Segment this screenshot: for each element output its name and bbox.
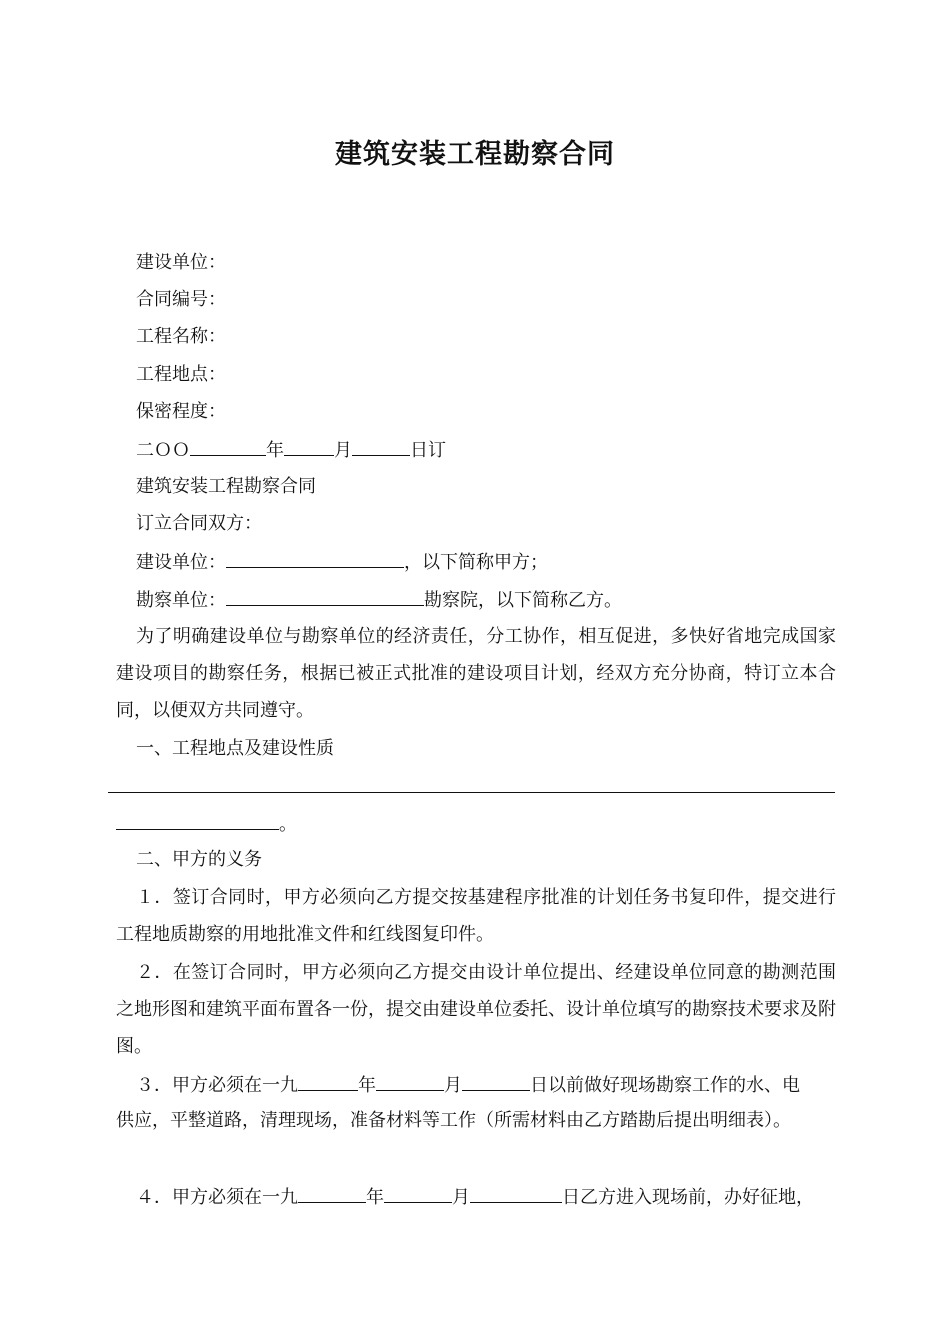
field-project-location: 工程地点： xyxy=(136,364,226,385)
field-contract-no: 合同编号： xyxy=(136,289,226,310)
item4-year-blank xyxy=(298,1183,366,1203)
section2-heading: 二、甲方的义务 xyxy=(136,849,262,870)
item3-prefix: ３．甲方必须在一九 xyxy=(136,1075,298,1096)
party-a-suffix: ，以下简称甲方； xyxy=(404,552,548,573)
section2-item2: ２．在签订合同时，甲方必须向乙方提交由设计单位提出、经建设单位同意的勘测范围之地形图和建筑平面布置各一份，提交由建设单位委托、设计单位填写的勘察技术要求及附图。 xyxy=(116,962,836,1057)
date-prefix: 二ＯＯ xyxy=(136,440,190,461)
item3-day-blank xyxy=(462,1071,530,1091)
party-a-label: 建设单位： xyxy=(136,552,226,573)
item4-month: 月 xyxy=(452,1187,470,1208)
section2-item3-line2: 供应，平整道路，清理现场，准备材料等工作（所需材料由乙方踏勘后提出明细表）。 xyxy=(116,1110,791,1131)
section1-heading: 一、工程地点及建设性质 xyxy=(136,738,334,759)
document-title: 建筑安装工程勘察合同 xyxy=(335,139,615,170)
item3-year-blank xyxy=(298,1071,358,1091)
section2-item4-line1 xyxy=(136,1183,814,1211)
day-blank xyxy=(352,436,410,456)
item4-prefix: ４．甲方必须在一九 xyxy=(136,1187,298,1208)
date-line xyxy=(136,436,446,464)
section2-item3-line1 xyxy=(136,1071,800,1099)
party-b-line xyxy=(136,586,622,614)
item3-tail: 日以前做好现场勘察工作的水、电 xyxy=(530,1075,800,1096)
section1-blank-line2 xyxy=(116,810,297,838)
section2-item1: １．签订合同时，甲方必须向乙方提交按基建程序批准的计划任务书复印件，提交进行工程地质勘察的用地批准文件和红线图复印件。 xyxy=(116,887,836,945)
preamble-paragraph: 为了明确建设单位与勘察单位的经济责任，分工协作，相互促进，多快好省地完成国家建设项目的勘察任务，根据已被正式批准的建设项目计划，经双方充分协商，特订立本合同，以便双方共同遵守。 xyxy=(116,626,836,721)
item4-year: 年 xyxy=(366,1187,384,1208)
item4-month-blank xyxy=(384,1183,452,1203)
date-month: 月 xyxy=(334,440,352,461)
section1-blank xyxy=(116,810,279,830)
parties-heading: 订立合同双方： xyxy=(136,513,262,534)
item3-year: 年 xyxy=(358,1075,376,1096)
field-project-name: 工程名称： xyxy=(136,326,226,347)
field-confidentiality: 保密程度： xyxy=(136,401,226,422)
field-construction-unit: 建设单位： xyxy=(136,252,226,273)
party-b-label: 勘察单位： xyxy=(136,590,226,611)
item3-month: 月 xyxy=(444,1075,462,1096)
date-year: 年 xyxy=(266,440,284,461)
section1-end-mark: 。 xyxy=(279,814,297,835)
year-blank xyxy=(190,436,266,456)
party-a-blank xyxy=(226,548,404,568)
party-b-blank xyxy=(226,586,424,606)
item3-month-blank xyxy=(376,1071,444,1091)
date-day-signed: 日订 xyxy=(410,440,446,461)
subtitle: 建筑安装工程勘察合同 xyxy=(136,476,316,497)
item4-tail: 日乙方进入现场前，办好征地， xyxy=(562,1187,814,1208)
section1-blank-rule xyxy=(108,792,835,793)
party-b-suffix: 勘察院，以下简称乙方。 xyxy=(424,590,622,611)
item4-day-blank xyxy=(470,1183,562,1203)
month-blank xyxy=(284,436,334,456)
party-a-line xyxy=(136,548,548,576)
